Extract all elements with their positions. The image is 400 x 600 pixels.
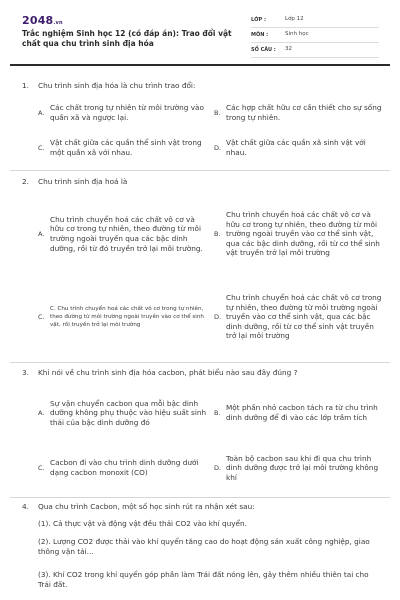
meta-key: MÔN : [251, 31, 269, 38]
header-divider [10, 64, 390, 66]
option-label: C. [38, 143, 45, 152]
option-3d[interactable] [214, 444, 386, 492]
option-label: A. [38, 108, 45, 117]
question-number: 3. [22, 368, 29, 377]
question-number: 1. [22, 81, 29, 90]
question-text: Chu trình sinh địa hoá là [38, 177, 128, 186]
option-1c[interactable] [38, 134, 208, 162]
option-label: C. [38, 463, 45, 472]
option-text: Chu trình chuyển hoá các chất vô cơ và hữu cơ trong tự nhiên, theo đường từ môi trường ngoài truyền vào cơ thể sinh vật, qua các bậc dinh dưỡng, rồi từ cơ thể sinh vật truyền trở lại môi trường [226, 209, 380, 258]
option-2a[interactable] [38, 194, 208, 274]
option-label: C. [38, 312, 45, 321]
question-text: Qua chu trình Cacbon, một số học sinh rút ra nhận xét sau: [38, 502, 255, 511]
option-text: Vật chất giữa các quần thể sinh vật trong một quần xã với nhau. [50, 138, 202, 157]
option-text: Cacbon đi vào chu trình dinh dưỡng dưới dạng cacbon monoxit (CO) [50, 458, 199, 477]
option-text: Các chất trong tự nhiên từ môi trường vào quần xã và ngược lại. [50, 103, 204, 122]
option-2b[interactable] [214, 194, 386, 274]
question-3-stem [22, 368, 382, 378]
option-2d[interactable] [214, 278, 386, 356]
meta-key: SỐ CÂU : [251, 46, 276, 53]
question-text: Chu trình sinh địa hóa là chu trình trao đổi: [38, 81, 196, 90]
question-number: 2. [22, 177, 29, 186]
page-header [0, 0, 400, 62]
option-3c[interactable] [38, 444, 208, 492]
meta-value: Sinh học [285, 31, 309, 38]
option-text: C. Chu trình chuyển hoá các chất vô cơ trong tự nhiên, theo đường từ môi trường ngoài truyền vào cơ thể sinh vật, rồi truyền trở lại môi trường [50, 305, 204, 329]
option-label: D. [214, 143, 222, 152]
option-text: Một phần nhỏ cacbon tách ra từ chu trình dinh dưỡng để đi vào các lớp trầm tích [226, 403, 378, 422]
question-divider [10, 170, 390, 171]
statement-3: (3). Khí CO2 trong khí quyển góp phần làm Trái đất nóng lên, gây thêm nhiều thiên tai cho Trái đất. [38, 570, 369, 589]
meta-row-grade [251, 13, 379, 28]
option-text: Sự vận chuyển cacbon qua mỗi bậc dinh dưỡng không phụ thuộc vào hiệu suất sinh thái của bậc dinh dưỡng đó [50, 398, 207, 427]
question-1-stem [22, 81, 382, 91]
question-4-stem [22, 502, 382, 512]
option-label: B. [214, 229, 221, 238]
option-text: Chu trình chuyển hoá các chất vô cơ và hữu cơ trong tự nhiên, theo đường từ môi trường ngoài truyền qua các bậc dinh dưỡng, rồi từ đó truyền trở lại môi trường. [50, 214, 203, 253]
option-label: A. [38, 229, 45, 238]
option-label: A. [38, 408, 45, 417]
statement-1: (1). Cả thực vật và động vật đều thải CO2 vào khí quyển. [38, 519, 247, 528]
meta-row-subject [251, 28, 379, 43]
option-label: B. [214, 408, 221, 417]
question-text: Khi nói về chu trình sinh địa hóa cacbon, phát biểu nào sau đây đúng ? [38, 368, 298, 377]
question-divider [10, 497, 390, 498]
option-3a[interactable] [38, 385, 208, 441]
option-1d[interactable] [214, 134, 386, 162]
meta-value: 32 [285, 46, 292, 53]
question-number: 4. [22, 502, 29, 511]
meta-table [251, 13, 379, 58]
meta-key: LỚP : [251, 16, 266, 23]
document-title: Trắc nghiệm Sinh học 12 (có đáp án): Trao đổi vật chất qua chu trình sinh địa hóa [22, 29, 232, 49]
option-label: D. [214, 312, 222, 321]
option-text: Vật chất giữa các quần xã sinh vật với nhau. [226, 138, 366, 157]
option-2c[interactable] [38, 278, 208, 356]
option-3b[interactable] [214, 385, 386, 441]
option-text: Chu trình chuyển hoá các chất vô cơ trong tự nhiên, theo đường từ môi trường ngoài truyền vào cơ thể sinh vật, qua các bậc dinh dưỡng, rồi từ cơ thể sinh vật truyền trở lại môi trường [226, 292, 382, 341]
option-1a[interactable] [38, 99, 208, 127]
meta-row-count [251, 43, 379, 58]
question-2-stem [22, 177, 382, 187]
option-text: Các hợp chất hữu cơ cần thiết cho sự sống trong tự nhiên. [226, 103, 382, 122]
option-text: Toàn bộ cacbon sau khi đi qua chu trình dinh dưỡng được trở lại môi trường không khí [226, 453, 379, 482]
statement-2: (2). Lượng CO2 được thải vào khí quyển tăng cao do hoạt động sản xuất công nghiệp, giao thông vận tải… [38, 537, 370, 556]
option-label: D. [214, 463, 222, 472]
option-label: B. [214, 108, 221, 117]
site-logo[interactable] [22, 14, 63, 29]
logo-suffix: .vn [53, 20, 63, 26]
logo-main: 2048 [22, 14, 54, 27]
question-divider [10, 362, 390, 363]
meta-value: Lớp 12 [285, 16, 304, 23]
option-1b[interactable] [214, 99, 386, 127]
